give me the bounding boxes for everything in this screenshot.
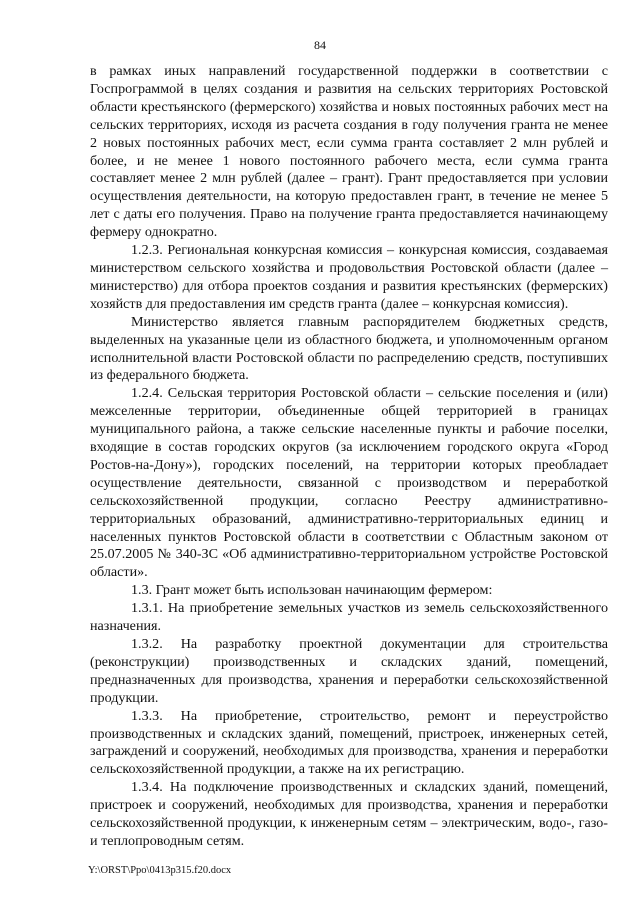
paragraph-1-3: 1.3. Грант может быть использован начинающим фермером: [131, 582, 493, 599]
paragraph-grant-continuation: в рамках иных направлений государственной поддержки в соответствии с Госпрограммой в целях создания и развития на сельских территориях Ростовской области крестьянского (фермерского) хозяйства и новых постоянных рабочих мест на сельских территориях, исходя из расчета создания в году получения гранта не менее 2 новых постоянных рабочих мест, если сумма гранта составляет 2 млн рублей и более, и не менее 1 нового постоянного рабочего места, если сумма гранта составляет менее 2 млн рублей (далее – грант). Грант предоставляется при условии осуществления деятельности, на которую предоставлен грант, в течение не менее 5 лет с даты его получения. Право на получение гранта предоставляется начинающему фермеру однократно. [90, 63, 608, 241]
page-number: 84 [314, 38, 326, 52]
paragraph-1-2-3: 1.2.3. Региональная конкурсная комиссия – конкурсная комиссия, создаваемая министерством сельского хозяйства и продовольствия Ростовской области (далее – министерство) для отбора проектов создания и развития крестьянских (фермерских) хозяйств для предоставления им средств гранта (далее – конкурсная комиссия). [90, 242, 608, 312]
paragraph-1-3-1: 1.3.1. На приобретение земельных участков из земель сельскохозяйственного назначения. [90, 600, 608, 635]
paragraph-1-3-4: 1.3.4. На подключение производственных и складских зданий, помещений, пристроек и сооружений, необходимых для производства, хранения и переработки сельскохозяйственной продукции, к инженерным сетям – электрическим, водо-, газо- и теплопроводным сетям. [90, 779, 608, 849]
paragraph-1-3-2: 1.3.2. На разработку проектной документации для строительства (реконструкции) производственных и складских зданий, помещений, предназначенных для производства, хранения и переработки сельскохозяйственной продукции. [90, 636, 608, 706]
footer-file-path: Y:\ORST\Ppo\0413p315.f20.docx [88, 865, 232, 876]
document-body [90, 63, 608, 851]
paragraph-1-2-4: 1.2.4. Сельская территория Ростовской области – сельские поселения и (или) межселенные территории, объединенные общей территорией в границах муниципального района, а также сельские населенные пункты и рабочие поселки, входящие в состав городских округов (за исключением городского округа «Город Ростов-на-Дону»), городских поселений, на территории которых преобладает осуществление деятельности, связанной с производством и переработкой сельскохозяйственной продукции, согласно Реестру административно-территориальных образований, административно-территориальных единиц и населенных пунктов Ростовской области в соответствии с Областным законом от 25.07.2005 № 340-ЗС «Об административно-территориальном устройстве Ростовской области». [90, 385, 608, 581]
paragraph-1-3-3: 1.3.3. На приобретение, строительство, ремонт и переустройство производственных и складских зданий, помещений, пристроек, инженерных сетей, заграждений и сооружений, необходимых для производства, хранения и переработки сельскохозяйственной продукции, а также на их регистрацию. [90, 707, 608, 778]
paragraph-ministry: Министерство является главным распорядителем бюджетных средств, выделенных на указанные цели из областного бюджета, и уполномоченным органом исполнительной власти Ростовской области по распределению средств, поступивших из федерального бюджета. [90, 313, 608, 384]
